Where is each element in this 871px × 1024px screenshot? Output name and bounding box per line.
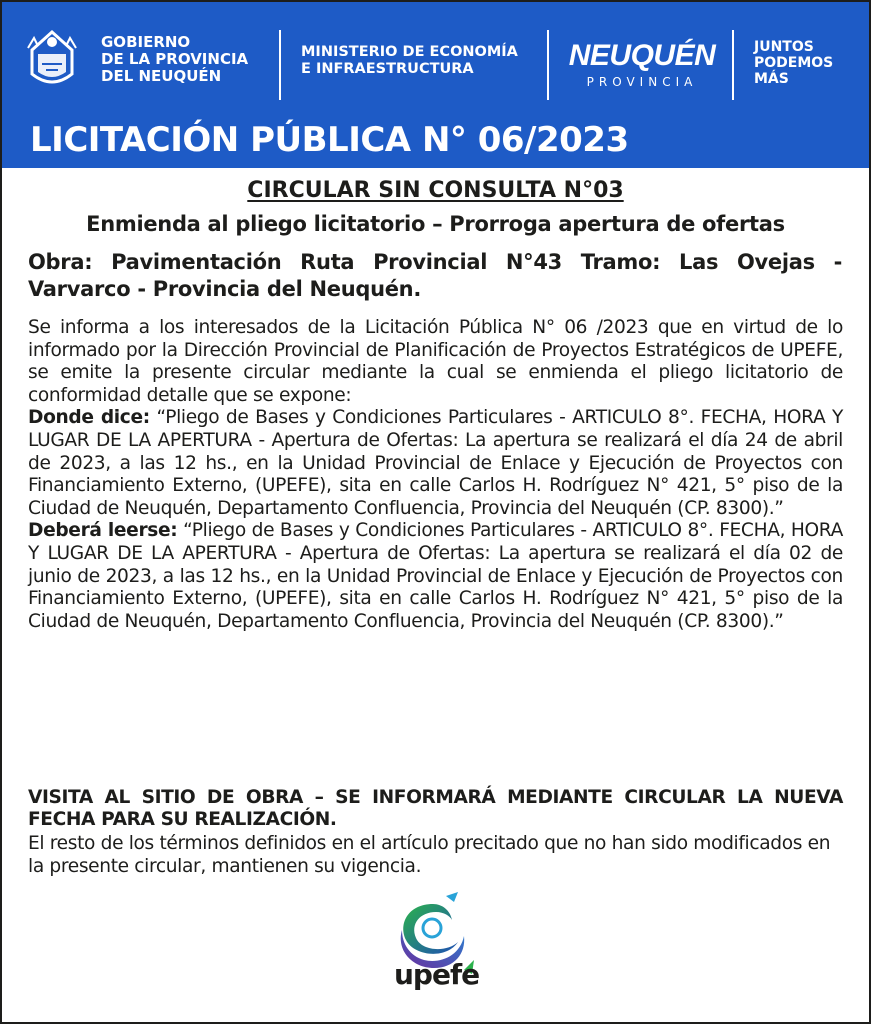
brand-sub: PROVINCIA — [586, 75, 698, 89]
visita-notice: VISITA AL SITIO DE OBRA – SE INFORMARÁ MEDIANTE CIRCULAR LA NUEVA FECHA PARA SU REALIZACIÓN. — [28, 787, 843, 830]
obra-title: Obra: Pavimentación Ruta Provincial N°43 Tramo: Las Ovejas - Varvarco - Provincia del Neuquén. — [28, 250, 842, 301]
intro-paragraph: Se informa a los interesados de la Licitación Pública N° 06 /2023 que en virtud de lo informado por la Dirección Provincial de Planificación de Proyectos Estratégicos de UPEFE, se emite la presente circular mediante la cual se enmienda el pliego licitatorio de conformidad detalle que se expone: — [28, 317, 843, 406]
brand-name: NEUQUÉN — [568, 39, 716, 72]
divider — [547, 30, 549, 100]
page-title: LICITACIÓN PÚBLICA N° 06/2023 — [30, 120, 629, 160]
slogan: JUNTOS PODEMOS MÁS — [754, 39, 834, 87]
neuquen-brand-logo — [568, 40, 716, 90]
header-banner — [2, 2, 869, 168]
province-crest-icon — [24, 24, 80, 94]
divider — [279, 30, 281, 100]
subtitle: Enmienda al pliego licitatorio – Prorroga apertura de ofertas — [86, 212, 785, 236]
donde-paragraph — [28, 407, 843, 520]
circular-heading — [0, 177, 871, 205]
donde-text: “Pliego de Bases y Condiciones Particulares - ARTICULO 8°. FECHA, HORA Y LUGAR DE LA APERTURA - Apertura de Ofertas: La apertura se realizará el día 24 de abril de 2023, a las 12 hs., en la Unidad Provincial de Enlace y Ejecución de Proyectos con Financiamiento Externo, (UPEFE), sita en calle Carlos H. Rodríguez N° 421, 5° piso de la Ciudad de Neuquén, Departamento Confluencia, Provincia del Neuquén (CP. 8300).” — [28, 407, 843, 519]
circular-heading-text: CIRCULAR SIN CONSULTA N°03 — [247, 178, 624, 203]
resto-paragraph: El resto de los términos definidos en el artículo precitado que no han sido modificados en la presente circular, mantienen su vigencia. — [28, 833, 831, 877]
donde-label: Donde dice: — [28, 407, 150, 429]
government-name: GOBIERNO DE LA PROVINCIA DEL NEUQUÉN — [101, 33, 249, 85]
ministry-name: MINISTERIO DE ECONOMÍA E INFRAESTRUCTURA — [301, 44, 518, 77]
upefe-logo-text: upefe — [394, 958, 480, 991]
body-text — [28, 317, 843, 633]
debera-text: “Pliego de Bases y Condiciones Particulares - ARTICULO 8°. FECHA, HORA Y LUGAR DE LA APERTURA - Apertura de Ofertas: La apertura se realizará el día 02 de junio de 2023, a las 12 hs., en la Unidad Provincial de Enlace y Ejecución de Proyectos con Financiamiento Externo, (UPEFE), sita en calle Carlos H. Rodríguez N° 421, 5° piso de la Ciudad de Neuquén, Departamento Confluencia, Provincia del Neuquén (CP. 8300).” — [28, 520, 843, 632]
divider — [732, 30, 734, 100]
debera-label: Deberá leerse: — [28, 520, 178, 542]
debera-paragraph — [28, 520, 843, 633]
